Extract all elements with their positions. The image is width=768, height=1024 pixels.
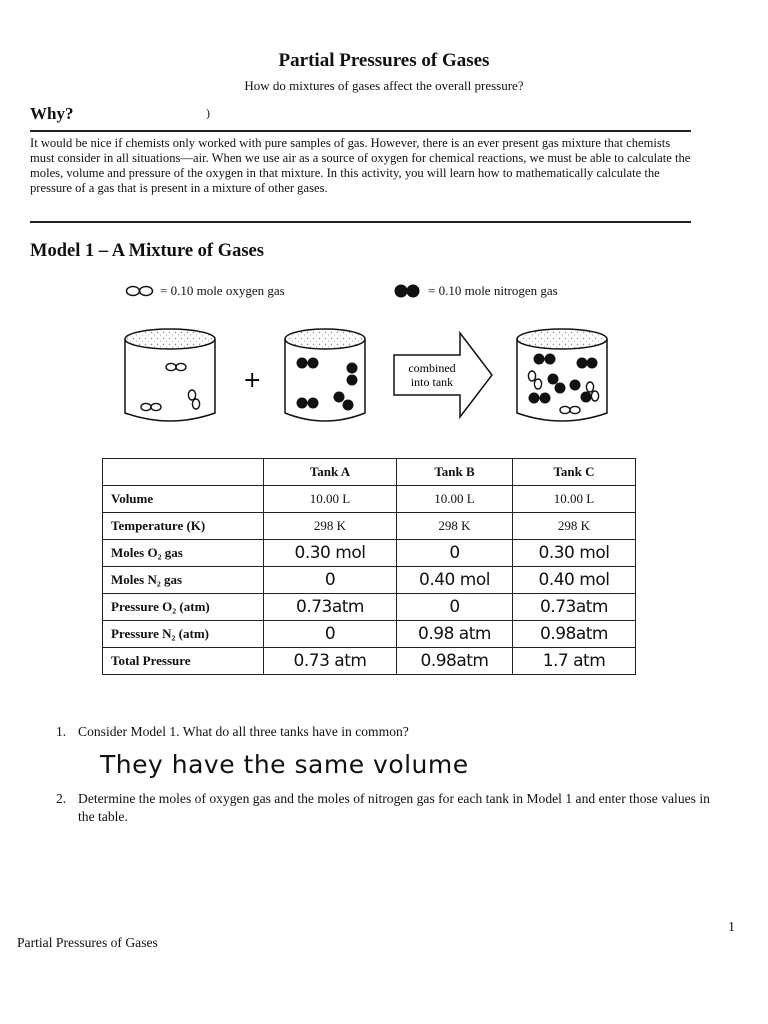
row-label: Moles O₂ gas: [103, 540, 264, 567]
plus-sign: +: [243, 368, 262, 393]
table-row: [103, 540, 636, 567]
row-label: Pressure O₂ (atm): [103, 594, 264, 621]
handwritten-cell[interactable]: 0.98atm: [397, 648, 513, 675]
question-number: 2.: [56, 791, 67, 806]
model-title: Model 1 – A Mixture of Gases: [30, 241, 264, 261]
table-header-row: [103, 459, 636, 486]
combine-arrow-icon: [394, 333, 492, 417]
why-paragraph: [30, 136, 694, 196]
table-row: [103, 486, 636, 513]
handwritten-cell[interactable]: 0: [264, 567, 397, 594]
column-header-tank-c: Tank C: [513, 459, 636, 486]
column-header-tank-a: Tank A: [264, 459, 397, 486]
table-row: [103, 513, 636, 540]
why-heading: Why?: [30, 104, 74, 123]
oxygen-molecule-icon: [125, 284, 155, 298]
row-label: Temperature (K): [103, 513, 264, 540]
handwritten-cell[interactable]: 0: [397, 540, 513, 567]
row-label: Total Pressure: [103, 648, 264, 675]
arrow-label-line1: combined: [408, 361, 456, 375]
cell-value: 10.00 L: [397, 486, 513, 513]
nitrogen-molecule-icon: [393, 283, 423, 299]
handwritten-cell[interactable]: 0.73 atm: [264, 648, 397, 675]
row-label: Volume: [103, 486, 264, 513]
handwritten-cell[interactable]: 0.98 atm: [397, 621, 513, 648]
divider: [30, 130, 691, 132]
legend-oxygen-label: = 0.10 mole oxygen gas: [160, 283, 285, 298]
cell-value: 298 K: [264, 513, 397, 540]
handwritten-cell[interactable]: 1.7 atm: [513, 648, 636, 675]
cell-value: 298 K: [397, 513, 513, 540]
row-label: Moles N₂ gas: [103, 567, 264, 594]
question-1: [56, 723, 662, 741]
cell-value: 10.00 L: [513, 486, 636, 513]
page-number: 1: [728, 920, 735, 935]
question-text: Determine the moles of oxygen gas and the moles of nitrogen gas for each tank in Model 1 and enter those values in the table.: [78, 791, 710, 824]
cell-value: 298 K: [513, 513, 636, 540]
cell-value: 10.00 L: [264, 486, 397, 513]
handwritten-cell[interactable]: 0: [397, 594, 513, 621]
table-row: [103, 594, 636, 621]
row-label: Pressure N₂ (atm): [103, 621, 264, 648]
handwritten-cell[interactable]: 0.30 mol: [264, 540, 397, 567]
tank-a-icon: [125, 329, 215, 421]
data-table: [102, 458, 636, 675]
stray-mark: ): [206, 106, 210, 120]
tank-c-icon: [517, 329, 607, 421]
handwritten-cell[interactable]: 0.73atm: [513, 594, 636, 621]
handwritten-cell[interactable]: 0.30 mol: [513, 540, 636, 567]
legend-nitrogen: [393, 283, 558, 299]
arrow-label-line2: into tank: [410, 375, 454, 389]
table-row: [103, 567, 636, 594]
footer-title: Partial Pressures of Gases: [17, 935, 158, 950]
table-row: [103, 621, 636, 648]
tanks-illustration: [120, 325, 620, 435]
legend-nitrogen-label: = 0.10 mole nitrogen gas: [428, 283, 558, 298]
legend-oxygen: [125, 283, 285, 299]
why-text: It would be nice if chemists only worked with pure samples of gas. However, there is an ever present gas mixture that chemists must consider in all situations—air. When we use air as a source of oxygen for chemical reactions, we must be able to calculate the moles, volume and pressure of the oxygen in that mixture. In this activity, you will learn how to mathematically calculate the pressure of a gas that is present in a mixture of other gases.: [30, 136, 691, 195]
answer-1-handwritten[interactable]: They have the same volume: [100, 750, 469, 779]
question-number: 1.: [56, 724, 67, 739]
tank-b-icon: [285, 329, 365, 421]
handwritten-cell[interactable]: 0.98atm: [513, 621, 636, 648]
handwritten-cell[interactable]: 0: [264, 621, 397, 648]
column-header-tank-b: Tank B: [397, 459, 513, 486]
table-corner: [103, 459, 264, 486]
handwritten-cell[interactable]: 0.40 mol: [397, 567, 513, 594]
page-subtitle: How do mixtures of gases affect the overall pressure?: [244, 78, 524, 93]
page-title: Partial Pressures of Gases: [278, 50, 490, 71]
handwritten-cell[interactable]: 0.73atm: [264, 594, 397, 621]
divider: [30, 221, 691, 223]
table-row: [103, 648, 636, 675]
question-2: [56, 790, 722, 826]
handwritten-cell[interactable]: 0.40 mol: [513, 567, 636, 594]
question-text: Consider Model 1. What do all three tanks have in common?: [78, 724, 409, 739]
